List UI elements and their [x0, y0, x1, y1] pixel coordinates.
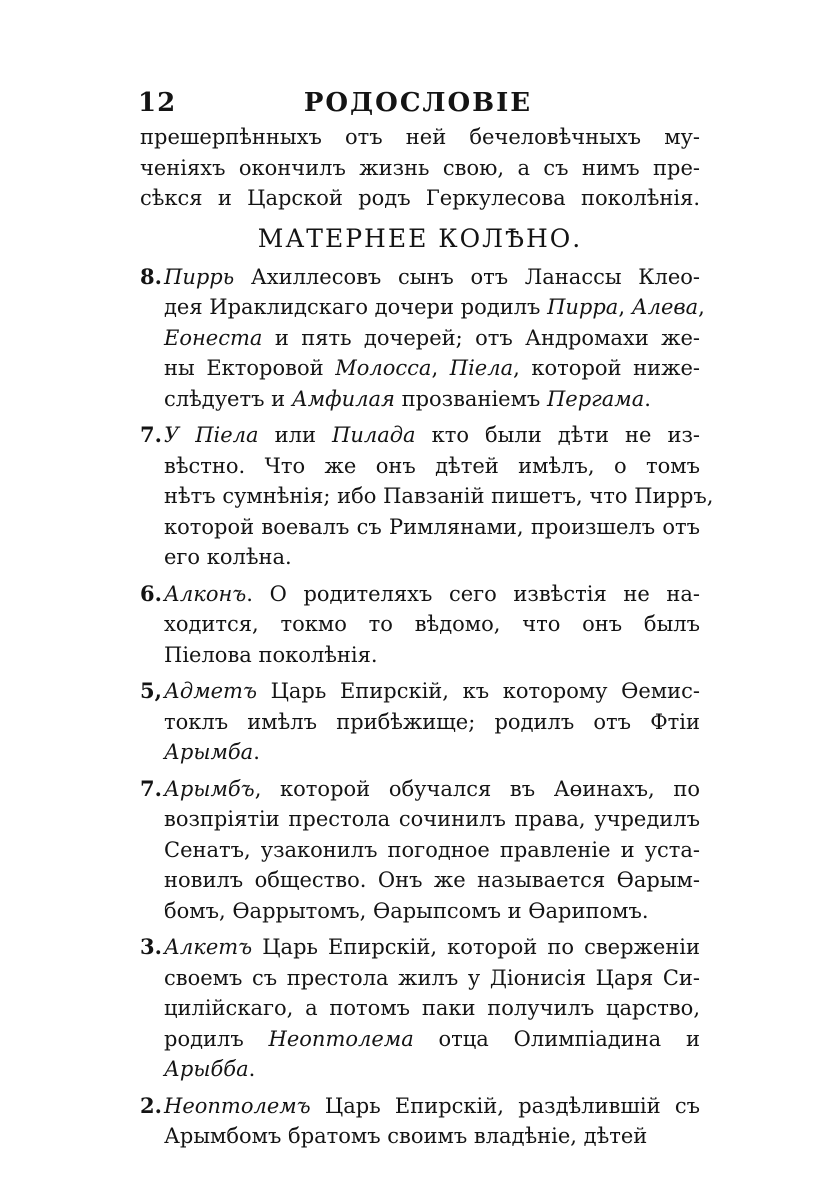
text-line: [140, 963, 700, 994]
text-run: Царь Епирскій, которой по сверженіи: [252, 935, 700, 959]
text-line: [140, 1024, 700, 1055]
section-title: МАТЕРНЕЕ КОЛѢНО.: [257, 223, 583, 253]
text-run: кто были дѣти не из-: [415, 423, 701, 447]
page-header: [138, 88, 698, 122]
italic-name: Амфилая: [291, 386, 395, 411]
text-run: ,: [698, 295, 705, 319]
text-run: или: [258, 423, 332, 447]
text-run: вѣстно. Что же онъ дѣтей имѣлъ, о томъ: [164, 453, 700, 478]
text-line: [140, 1054, 700, 1085]
text-line: [140, 384, 700, 415]
text-line: сѣкся и Царской родъ Геркулесова поколѣнія.: [140, 186, 700, 210]
text-run: бомъ, Өаррытомъ, Өарыпсомъ и Өарипомъ.: [164, 898, 649, 923]
text-run: и пять дочерей; отъ Андромахи же-: [262, 325, 700, 350]
text-line: [140, 451, 700, 482]
text-run: .: [644, 386, 651, 411]
text-line: [140, 512, 700, 543]
genealogy-entries: [140, 262, 714, 1152]
text-run: . О родителяхъ сего извѣстія не на-: [246, 581, 700, 606]
genealogy-entry: [140, 1091, 700, 1152]
genealogy-entry: [140, 932, 700, 1085]
entry-number: 7.: [140, 775, 162, 801]
body-text: [140, 122, 714, 1152]
text-line: [140, 579, 700, 610]
entry-number: 8.: [140, 263, 162, 289]
genealogy-entry: [140, 579, 700, 671]
italic-name: Алконъ: [164, 581, 247, 606]
text-line: [140, 835, 700, 866]
text-run: которой воевалъ съ Римлянами, произшелъ отъ: [164, 514, 700, 539]
text-run: его колѣна.: [164, 545, 292, 569]
text-line: [140, 481, 714, 512]
text-run: прозваніемъ: [394, 386, 547, 411]
text-line: [140, 420, 700, 451]
text-run: новилъ общество. Онъ же называется Өарым-: [164, 868, 700, 892]
text-run: , которой обучался въ Аөинахъ, по: [254, 776, 700, 801]
text-line: ченіяхъ окончилъ жизнь свою, а съ нимъ пре-: [140, 155, 700, 180]
running-title: РОДОСЛОВІЕ: [303, 88, 533, 118]
text-run: ,: [618, 295, 632, 319]
italic-name: Пилада: [332, 423, 416, 447]
text-line: [140, 1091, 700, 1122]
text-line: [140, 707, 700, 738]
text-line: [140, 262, 700, 293]
italic-name: Пиррь: [164, 264, 235, 289]
entry-number: 6.: [140, 580, 162, 606]
entry-number: 2.: [140, 1092, 162, 1118]
italic-name: Еонеста: [164, 325, 263, 350]
italic-name: Молосса: [335, 356, 432, 380]
text-run: нѣтъ сумнѣнія; ибо Павзаній пишетъ, что Пирръ,: [164, 484, 714, 508]
italic-name: Неоптолемъ: [164, 1093, 311, 1118]
text-run: Арымбомъ братомъ своимъ владѣніе, дѣтей: [164, 1124, 648, 1148]
text-run: возпріятіи престола сочинилъ права, учредилъ: [164, 807, 700, 831]
text-line: [140, 932, 700, 963]
text-line: [140, 609, 700, 640]
text-line: [140, 323, 700, 354]
text-run: , которой ниже-: [513, 356, 700, 380]
text-line: [140, 993, 700, 1024]
text-run: отца Олимпіадина и: [413, 1026, 701, 1051]
text-run: .: [248, 1057, 256, 1081]
intro-paragraph: [140, 122, 700, 214]
genealogy-entry: [140, 774, 700, 927]
italic-name: У Піела: [164, 423, 259, 447]
text-line: [140, 640, 700, 671]
text-run: Сенатъ, узаконилъ погодное правленіе и уста-: [164, 837, 700, 862]
genealogy-entry: [140, 262, 705, 415]
italic-name: Арыбба: [164, 1057, 249, 1081]
text-run: Царь Епирскій, раздѣлившій съ: [310, 1093, 700, 1118]
text-line: [140, 804, 700, 835]
text-run: Ахиллесовъ сынъ отъ Ланассы Клео-: [234, 264, 700, 289]
italic-name: Пергама: [546, 386, 645, 411]
genealogy-entry: [140, 420, 714, 573]
text-run: токлъ имѣлъ прибѣжище; родилъ отъ Фтіи: [164, 709, 700, 734]
text-line: прешерпѣнныхъ отъ ней бечеловѣчныхъ му-: [140, 125, 700, 149]
entry-number: 3.: [140, 934, 162, 959]
text-run: дея Ираклидскаго дочери родилъ: [164, 295, 548, 319]
entry-number: 5,: [140, 678, 162, 703]
text-line: [140, 865, 700, 896]
italic-name: Адметъ: [164, 679, 257, 703]
text-line: [140, 542, 700, 573]
text-run: своемъ съ престола жилъ у Діонисія Царя Си-: [164, 965, 700, 990]
text-run: цилійскаго, а потомъ паки получилъ царство,: [164, 996, 700, 1020]
text-run: слѣдуетъ и: [164, 386, 292, 411]
italic-name: Арымбъ: [164, 776, 255, 801]
text-line: [140, 676, 700, 707]
text-run: ,: [431, 356, 450, 380]
page-number: 12: [138, 88, 177, 118]
text-run: ходится, токмо то вѣдомо, что онъ былъ: [164, 612, 700, 636]
text-run: родилъ: [164, 1026, 269, 1051]
text-run: Царь Епирскій, къ которому Өемис-: [256, 679, 700, 703]
text-run: Піелова поколѣнія.: [164, 642, 378, 667]
text-line: [140, 353, 700, 384]
italic-name: Алева: [631, 295, 699, 319]
text-run: .: [253, 740, 260, 764]
text-run: ны Екторовой: [164, 356, 336, 380]
text-line: [140, 292, 705, 323]
entry-number: 7.: [140, 422, 162, 447]
text-line: [140, 737, 700, 768]
genealogy-entry: [140, 676, 700, 768]
italic-name: Алкетъ: [164, 935, 253, 959]
italic-name: Піела: [449, 356, 514, 380]
text-line: [140, 774, 700, 805]
italic-name: Неоптолема: [268, 1026, 414, 1051]
italic-name: Пирра: [547, 295, 619, 319]
text-line: [140, 1121, 700, 1152]
text-line: [140, 896, 700, 927]
italic-name: Арымба: [164, 740, 254, 764]
